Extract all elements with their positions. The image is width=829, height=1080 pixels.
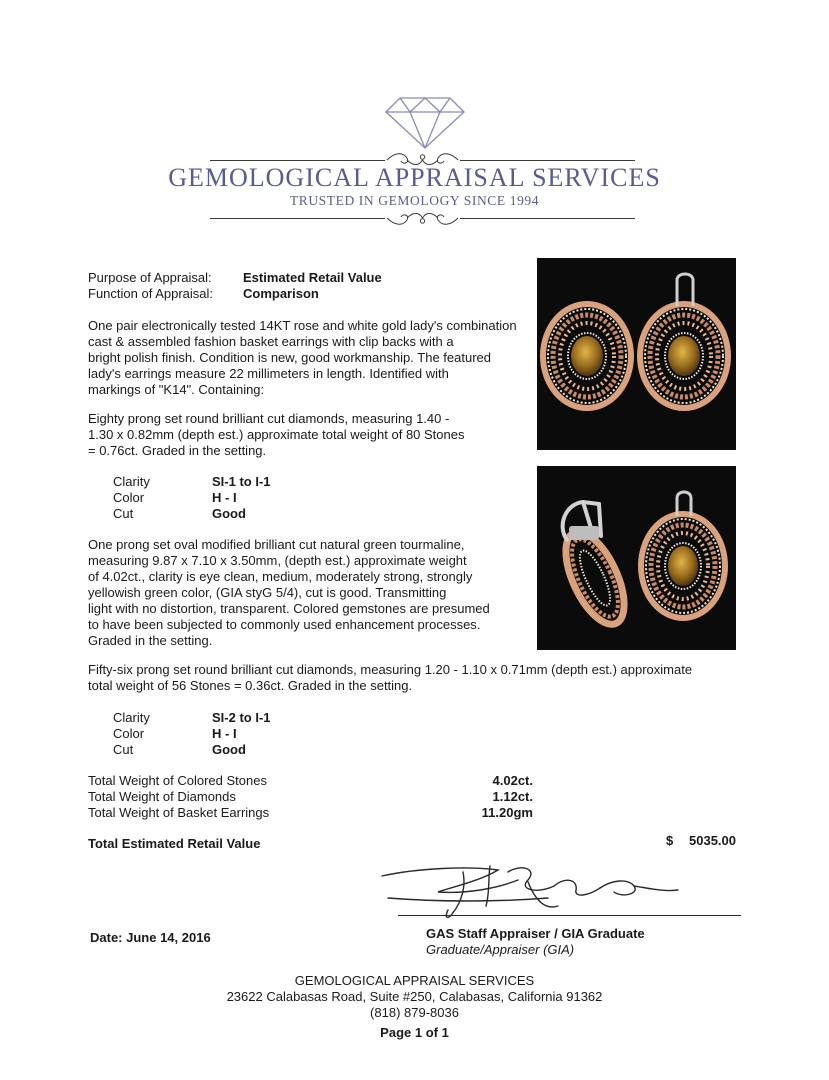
earrings-side-image bbox=[537, 466, 736, 650]
diamonds-1-description bbox=[88, 411, 465, 459]
appraiser-title: GAS Staff Appraiser / GIA Graduate bbox=[426, 926, 645, 941]
description-line: bright polish finish. Condition is new, good workmanship. The featured bbox=[88, 350, 491, 365]
header-rule-top-right bbox=[460, 160, 635, 161]
grade-value: SI-1 to I-1 bbox=[212, 474, 271, 489]
diamonds-2-line: Fifty-six prong set round brilliant cut diamonds, measuring 1.20 - 1.10 x 0.71mm (depth est.) approximate bbox=[88, 662, 693, 677]
item-description bbox=[88, 318, 517, 398]
tourmaline-line: of 4.02ct., clarity is eye clean, medium, moderately strong, strongly bbox=[88, 569, 473, 584]
header-rule-bottom-right bbox=[460, 218, 635, 219]
grade-value: Good bbox=[212, 506, 246, 521]
grade-label: Color bbox=[113, 490, 145, 505]
appraiser-subtitle: Graduate/Appraiser (GIA) bbox=[426, 942, 575, 957]
grade-label: Clarity bbox=[113, 710, 150, 725]
diamonds-1-line: = 0.76ct. Graded in the setting. bbox=[88, 443, 267, 458]
retail-value-amount: 5035.00 bbox=[689, 833, 736, 848]
description-line: markings of "K14". Containing: bbox=[88, 382, 265, 397]
footer-address: 23622 Calabasas Road, Suite #250, Calabasas, California 91362 bbox=[226, 989, 603, 1004]
purpose-value: Estimated Retail Value bbox=[243, 270, 382, 285]
retail-value-label: Total Estimated Retail Value bbox=[88, 836, 261, 851]
diamond-logo-icon bbox=[380, 92, 470, 152]
diamonds-1-line: Eighty prong set round brilliant cut diamonds, measuring 1.40 - bbox=[88, 411, 450, 426]
tourmaline-line: Graded in the setting. bbox=[88, 633, 213, 648]
footer-phone: (818) 879-8036 bbox=[370, 1005, 459, 1020]
grade-value: H - I bbox=[212, 726, 237, 741]
total-label: Total Weight of Colored Stones bbox=[88, 773, 267, 788]
header-rule-bottom-left bbox=[210, 218, 385, 219]
tourmaline-line: light with no distortion, transparent. Colored gemstones are presumed bbox=[88, 601, 490, 616]
purpose-label: Purpose of Appraisal: bbox=[88, 270, 212, 285]
total-label: Total Weight of Basket Earrings bbox=[88, 805, 270, 820]
tourmaline-line: One prong set oval modified brilliant cut natural green tourmaline, bbox=[88, 537, 465, 552]
total-value: 1.12ct. bbox=[492, 789, 533, 804]
grade-value: SI-2 to I-1 bbox=[212, 710, 271, 725]
header-rule-top-left bbox=[210, 160, 385, 161]
description-line: One pair electronically tested 14KT rose and white gold lady's combination bbox=[88, 318, 517, 333]
footer-company: GEMOLOGICAL APPRAISAL SERVICES bbox=[294, 973, 535, 988]
tourmaline-description bbox=[88, 537, 490, 649]
earrings-front-photo bbox=[537, 258, 736, 450]
total-value: 4.02ct. bbox=[492, 773, 533, 788]
diamonds-1-line: 1.30 x 0.82mm (depth est.) approximate total weight of 80 Stones bbox=[88, 427, 465, 442]
total-value: 11.20gm bbox=[481, 805, 533, 820]
diamonds-2-description bbox=[88, 662, 692, 694]
grade-label: Cut bbox=[113, 506, 134, 521]
tourmaline-line: yellowish green color, (GIA styG 5/4), cut is good. Transmitting bbox=[88, 585, 447, 600]
grade-value: H - I bbox=[212, 490, 237, 505]
total-label: Total Weight of Diamonds bbox=[88, 789, 236, 804]
tourmaline-line: measuring 9.87 x 7.10 x 3.50mm, (depth est.) approximate weight bbox=[88, 553, 467, 568]
company-name: GEMOLOGICAL APPRAISAL SERVICES bbox=[168, 163, 661, 192]
description-line: lady's earrings measure 22 millimeters in length. Identified with bbox=[88, 366, 449, 381]
appraisal-date: Date: June 14, 2016 bbox=[90, 930, 211, 945]
currency-symbol: $ bbox=[666, 833, 674, 848]
grade-label: Cut bbox=[113, 742, 134, 757]
diamonds-2-line: total weight of 56 Stones = 0.36ct. Graded in the setting. bbox=[88, 678, 413, 693]
page-number: Page 1 of 1 bbox=[380, 1025, 449, 1040]
function-label: Function of Appraisal: bbox=[88, 286, 214, 301]
grade-value: Good bbox=[212, 742, 246, 757]
signature-line bbox=[398, 915, 741, 916]
description-line: cast & assembled fashion basket earrings with clip backs with a bbox=[88, 334, 454, 349]
tourmaline-line: to have been subjected to commonly used enhancement processes. bbox=[88, 617, 481, 632]
grade-label: Color bbox=[113, 726, 145, 741]
earrings-side-photo bbox=[537, 466, 736, 650]
grade-label: Clarity bbox=[113, 474, 150, 489]
earrings-front-image bbox=[537, 258, 736, 450]
appraiser-signature bbox=[378, 858, 708, 928]
function-value: Comparison bbox=[243, 286, 319, 301]
flourish-icon bbox=[385, 208, 460, 228]
company-tagline: TRUSTED IN GEMOLOGY SINCE 1994 bbox=[289, 193, 540, 208]
